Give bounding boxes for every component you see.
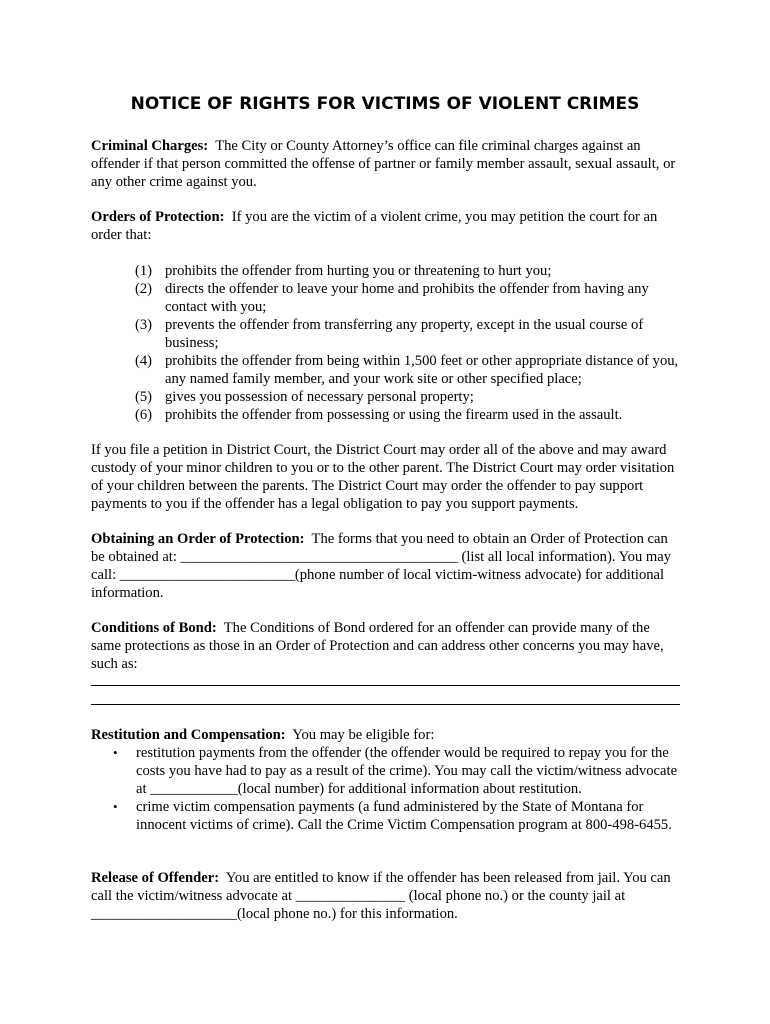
release-of-offender-text: You are entitled to know if the offender has been released from jail. You can call the victim/witness advocate at _______________ (local phone no.) or the county jail at ____________________(local phone no.) for this information. bbox=[91, 870, 671, 922]
conditions-of-bond-heading: Conditions of Bond: bbox=[91, 620, 217, 636]
list-item-number: (1) bbox=[135, 263, 153, 279]
obtaining-order-section bbox=[91, 530, 683, 602]
restitution-text: You may be eligible for: bbox=[292, 727, 435, 743]
restitution-section bbox=[91, 726, 683, 744]
list-item bbox=[113, 798, 683, 834]
conditions-of-bond-section bbox=[91, 619, 683, 673]
blank-line-1 bbox=[91, 685, 680, 686]
release-of-offender-heading: Release of Offender: bbox=[91, 870, 220, 886]
orders-of-protection-section bbox=[91, 208, 683, 244]
list-item-text: prohibits the offender from hurting you or threatening to hurt you; bbox=[165, 263, 552, 279]
list-item bbox=[135, 406, 683, 424]
list-item-text: prevents the offender from transferring any property, except in the usual course of business; bbox=[165, 317, 644, 351]
conditions-of-bond-text: The Conditions of Bond ordered for an offender can provide many of the same protections as those in an Order of Protection and can address other concerns you may have, such as: bbox=[91, 620, 664, 672]
list-item bbox=[135, 352, 683, 388]
criminal-charges-section bbox=[91, 137, 683, 191]
list-item bbox=[135, 280, 683, 316]
list-item-text: gives you possession of necessary personal property; bbox=[165, 389, 474, 405]
obtaining-order-text: The forms that you need to obtain an Order of Protection can be obtained at: ______________________________________ (list all local information). You may call: ________________________(phone number of local victim-witness advocate) for additional information. bbox=[91, 531, 672, 601]
restitution-heading: Restitution and Compensation: bbox=[91, 727, 286, 743]
list-item-text: restitution payments from the offender (the offender would be required to repay you for the costs you have had to pay as a result of the crime). You may call the victim/witness advocate at ____________(local number) for additional information about restitution. bbox=[136, 745, 678, 797]
page-title: NOTICE OF RIGHTS FOR VICTIMS OF VIOLENT CRIMES bbox=[130, 94, 640, 114]
list-item-text: crime victim compensation payments (a fund administered by the State of Montana for innocent victims of crime). Call the Crime Victim Compensation program at 800-498-6455. bbox=[136, 799, 672, 833]
orders-of-protection-text: If you are the victim of a violent crime, you may petition the court for an order that: bbox=[91, 209, 658, 243]
blank-line-2 bbox=[91, 704, 680, 705]
list-item-text: prohibits the offender from possessing or using the firearm used in the assault. bbox=[165, 407, 623, 423]
district-court-section bbox=[91, 441, 683, 513]
restitution-list bbox=[113, 744, 683, 834]
list-item bbox=[113, 744, 683, 798]
list-item-text: prohibits the offender from being within 1,500 feet or other appropriate distance of you, any named family member, and your work site or other specified place; bbox=[165, 353, 679, 387]
list-item-number: (3) bbox=[135, 317, 153, 333]
list-item bbox=[135, 262, 683, 280]
orders-of-protection-heading: Orders of Protection: bbox=[91, 209, 225, 225]
list-item-number: (5) bbox=[135, 389, 153, 405]
bullet-icon: • bbox=[113, 745, 118, 760]
district-court-text: If you file a petition in District Court, the District Court may order all of the above and may award custody of your minor children to you or to the other parent. The District Court may order visitation of your children between the parents. The District Court may order the offender to pay support payments to you if the offender has a legal obligation to pay you support payments. bbox=[91, 442, 675, 512]
list-item bbox=[135, 388, 683, 406]
list-item-number: (4) bbox=[135, 353, 153, 369]
bullet-icon: • bbox=[113, 799, 118, 814]
list-item-number: (2) bbox=[135, 281, 153, 297]
list-item-text: directs the offender to leave your home and prohibits the offender from having any contact with you; bbox=[165, 281, 649, 315]
list-item-number: (6) bbox=[135, 407, 153, 423]
list-item bbox=[135, 316, 683, 352]
criminal-charges-text: The City or County Attorney’s office can file criminal charges against an offender if that person committed the offense of partner or family member assault, sexual assault, or any other crime against you. bbox=[91, 138, 676, 190]
obtaining-order-heading: Obtaining an Order of Protection: bbox=[91, 531, 305, 547]
criminal-charges-heading: Criminal Charges: bbox=[91, 138, 209, 154]
release-of-offender-section bbox=[91, 869, 683, 923]
protection-order-list bbox=[135, 262, 683, 424]
